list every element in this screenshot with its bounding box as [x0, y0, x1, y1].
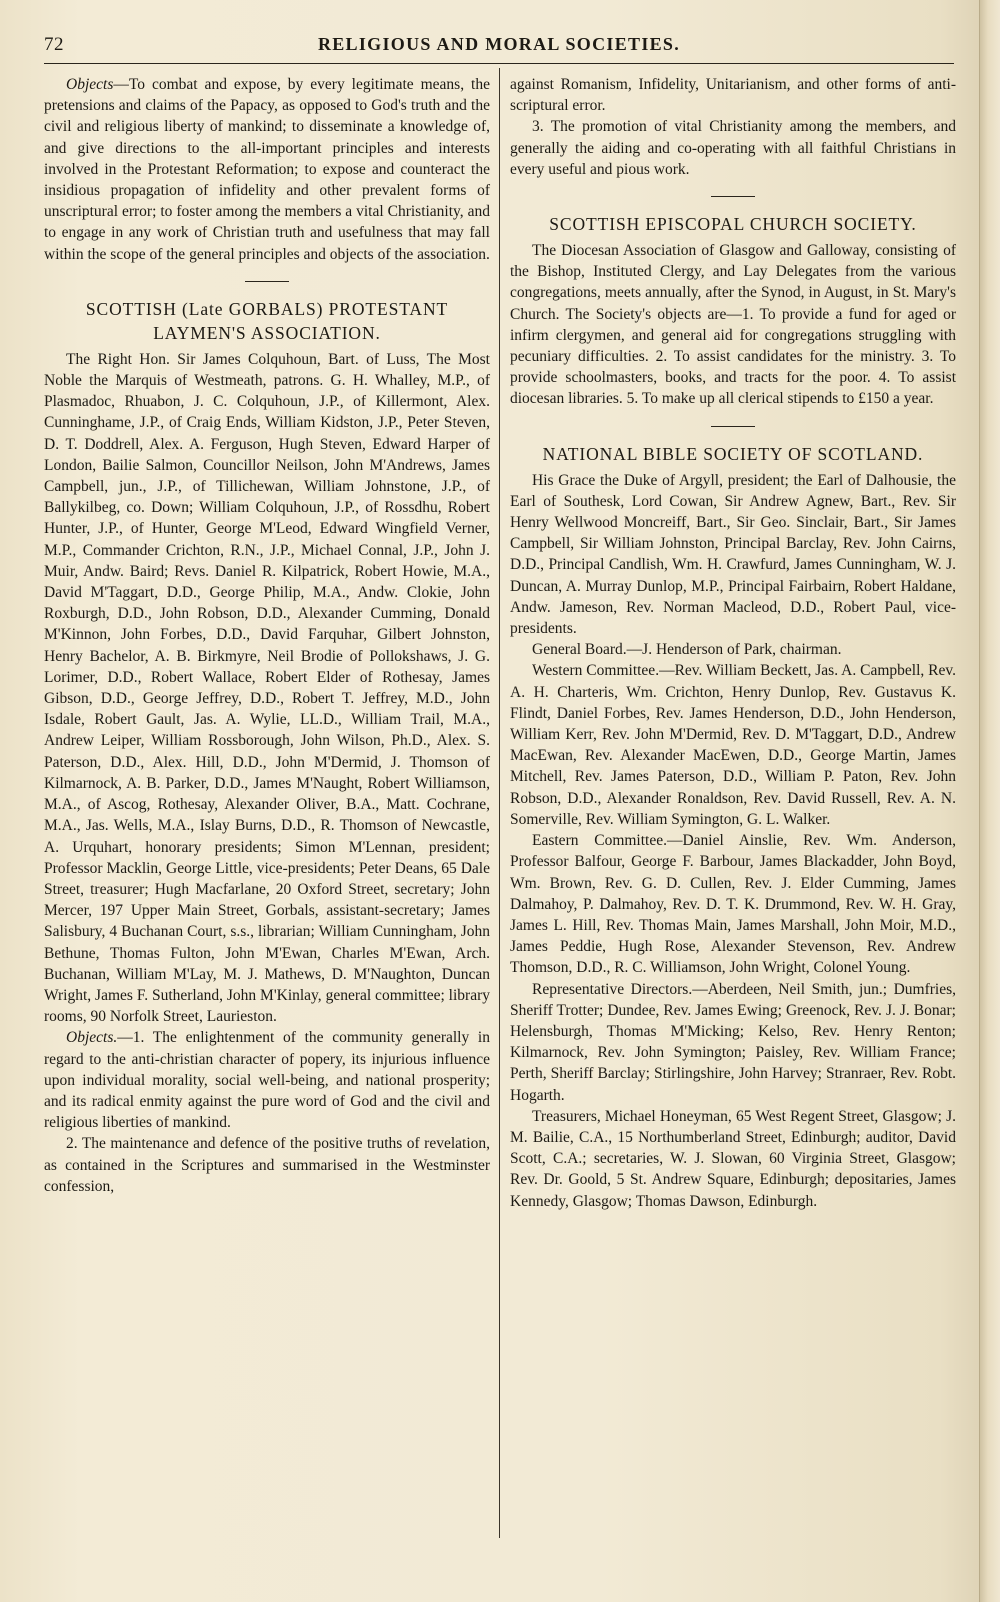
- intro-objects-paragraph: [44, 74, 490, 265]
- bible-society-title: NATIONAL BIBLE SOCIETY OF SCOTLAND.: [542, 443, 924, 464]
- bible-society-eastern-committee: Eastern Committee.—Daniel Ainslie, Rev. Wm. Anderson, Professor Balfour, George F. Barbour, James Blackadder, John Boyd, Wm. Brown, Rev. G. D. Cullen, Rev. J. Elder Cumming, James Dalmahoy, P. Dalmahoy, Rev. D. T. K. Drummond, Rev. W. H. Gray, James L. Hill, Rev. Thomas Main, James Marshall, John Moir, M.D., James Peddie, Hugh Rose, Alexander Stevenson, Rev. Andrew Thomson, D.D., R. C. Williamson, John Wright, Colonel Young.: [510, 832, 956, 977]
- section-divider: [245, 281, 289, 282]
- right-column: [510, 74, 956, 1212]
- page-header: [44, 30, 954, 60]
- bible-society-general-board: General Board.—J. Henderson of Park, chairman.: [532, 641, 842, 659]
- objects-continuation: against Romanism, Infidelity, Unitarianism, and other forms of anti-scriptural error.: [510, 76, 956, 115]
- episcopal-society-title: SCOTTISH EPISCOPAL CHURCH SOCIETY.: [549, 214, 917, 235]
- section-divider: [711, 426, 755, 427]
- bible-society-treasurers: Treasurers, Michael Honeyman, 65 West Regent Street, Glasgow; J. M. Bailie, C.A., 15 Northumberland Street, Edinburgh; auditor, David Scott, C.A.; secretaries, W. J. Slowan, 60 Virginia Street, Glasgow; Rev. Dr. Goold, 5 St. Andrew Square, Edinburgh; depositaries, James Kennedy, Glasgow; Thomas Dawson, Edinburgh.: [510, 1107, 956, 1210]
- intro-objects-text: —To combat and expose, by every legitimate means, the pretensions and claims of the Papacy, as opposed to God's truth and the civil and religious liberty of mankind; to disseminate a knowledge of, and give directions to the all-important principles and interests involved in the Protestant Reformation; to expose and counteract the insidious propagation of infidelity and other prevalent forms of unscriptural error; to foster among the members a vital Christianity, and to engage in any work of Christian truth and usefulness that may fall within the scope of the general principles and objects of the association.: [44, 76, 490, 263]
- laymens-association-title: SCOTTISH (Late GORBALS) PROTESTANT LAYMEN'S ASSOCIATION.: [85, 298, 449, 343]
- left-column: [44, 74, 490, 1197]
- laymens-objects-1: [44, 1027, 490, 1133]
- bible-society-western-committee: Western Committee.—Rev. William Beckett, Jas. A. Campbell, Rev. A. H. Charteris, Wm. Crichton, Henry Dunlop, Rev. Gustavus K. Flindt, Daniel Forbes, Rev. James Henderson, D.D., John Henderson, William Kerr, Rev. John M'Dermid, Rev. D. M'Taggart, D.D., Andrew MacEwan, Rev. Alexander MacEwen, D.D., George Martin, James Mitchell, Rev. James Paterson, D.D., William P. Paton, Rev. John Robson, D.D., Alexander Ronaldson, Rev. David Russell, Rev. A. N. Somerville, Rev. William Symington, G. L. Walker.: [510, 662, 956, 828]
- bible-society-representatives: Representative Directors.—Aberdeen, Neil Smith, jun.; Dumfries, Sheriff Trotter; Dundee, Rev. James Ewing; Greenock, Rev. J. J. Bonar; Helensburgh, Thomas M'Micking; Kelso, Rev. Henry Renton; Kilmarnock, Rev. John Symington; Paisley, Rev. William France; Perth, Sheriff Barclay; Stirlingshire, John Harvey; Stranraer, Rev. Robt. Hogarth.: [510, 980, 956, 1104]
- laymens-objects-3: 3. The promotion of vital Christianity among the members, and generally the aiding and co-operating with all faithful Christians in every useful and pious work.: [510, 118, 956, 178]
- laymens-objects-1-text: —1. The enlightenment of the community generally in regard to the anti-christian character of popery, its injurious influence upon individual morality, social well-being, and national prosperity; and its radical enmity against the pure word of God and the civil and religious liberties of mankind.: [44, 1029, 490, 1132]
- episcopal-society-text: The Diocesan Association of Glasgow and Galloway, consisting of the Bishop, Instituted Clergy, and Lay Delegates from the various congregations, meets annually, after the Synod, in August, in St. Mary's Church. The Society's objects are—1. To provide a fund for aged or infirm clergymen, and general aid for congregations struggling with pecuniary difficulties. 2. To assist candidates for the ministry. 3. To provide schoolmasters, books, and tracts for the poor. 4. To assist diocesan libraries. 5. To make up all clerical stipends to £150 a year.: [510, 242, 956, 408]
- page-number: 72: [44, 34, 64, 55]
- section-divider: [711, 196, 755, 197]
- column-divider: [499, 68, 500, 1538]
- running-head: RELIGIOUS AND MORAL SOCIETIES.: [317, 34, 681, 54]
- laymens-objects-label: Objects.: [66, 1029, 118, 1047]
- intro-objects-label: Objects: [66, 76, 114, 93]
- bible-society-presidents: His Grace the Duke of Argyll, president; the Earl of Dalhousie, the Earl of Southesk, Lord Cowan, Sir Andrew Agnew, Bart., Rev. Sir Henry Wellwood Moncreiff, Bart., Sir Geo. Sinclair, Bart., Sir James Campbell, Sir William Johnston, Principal Barclay, Rev. John Cairns, D.D., Principal Candlish, Wm. H. Crawfurd, James Cunningham, W. J. Duncan, A. Murray Dunlop, M.P., Principal Fairbairn, Robert Haldane, Andw. Jameson, Rev. Norman Macleod, D.D., Robert Paul, vice-presidents.: [510, 471, 956, 638]
- adjacent-page-edge: [979, 0, 1000, 1602]
- laymens-association-members: The Right Hon. Sir James Colquhoun, Bart. of Luss, The Most Noble the Marquis of Westmeath, patrons. G. H. Whalley, M.P., of Plasmadoc, Rhuabon, J. C. Colquhoun, J.P., of Killermont, Alex. Cunninghame, J.P., of Craig Ends, William Kidston, J.P., Peter Steven, D. T. Doddrell, Alex. A. Ferguson, Hugh Steven, Edward Harper of London, Bailie Salmon, Councillor Neilson, John M'Andrews, James Campbell, jun., J.P., of Tillichewan, William Johnstone, J.P., of Ballykilbeg, co. Down; William Colquhoun, J.P., of Rossdhu, Robert Hunter, J.P., of Hunter, George M'Leod, Edward Wingfield Verner, M.P., Commander Crichton, R.N., J.P., Michael Connal, J.P., John J. Muir, Andw. Baird; Revs. Daniel R. Kilpatrick, Robert Howie, M.A., David M'Taggart, D.D., George Philip, M.A., Andw. Clokie, John Roxburgh, D.D., John Robson, D.D., Alexander Cumming, Donald M'Kinnon, John Forbes, D.D., David Farquhar, Gilbert Johnston, Henry Bachelor, A. B. Birkmyre, Neil Brodie of Pollokshaws, J. G. Lorimer, D.D., Robert Wallace, Robert Elder of Rothesay, James Gibson, D.D., George Jeffrey, D.D., Robert T. Jeffrey, M.D., John Isdale, Robert Gault, Jas. A. Wylie, LL.D., William Trail, M.A., Andrew Leiper, William Rossborough, John Wilson, Ph.D., Alex. S. Paterson, D.D., Alex. Hill, D.D., John M'Dermid, J. Thomson of Kilmarnock, A. B. Parker, D.D., James M'Naught, Robert Williamson, M.A., of Ascog, Rothesay, Alexander Oliver, B.A., Matt. Cochrane, M.A., Jas. Wells, M.A., Islay Burns, D.D., R. Thomson of Newcastle, A. Urquhart, honorary presidents; Simon M'Lennan, president; Professor Macklin, George Little, vice-presidents; Peter Deans, 65 Dale Street, treasurer; Hugh Macfarlane, 20 Oxford Street, secretary; John Mercer, 197 Upper Main Street, Gorbals, assistant-secretary; James Salisbury, 4 Buchanan Court, s.s., librarian; William Cunningham, John Bethune, Thomas Fulton, John M'Ewan, Charles M'Ewan, Arch. Buchanan, William M'Lay, M. J. Mathews, D. M'Naughton, Duncan Wright, James F. Sutherland, John M'Kinlay, general committee; library rooms, 90 Norfolk Street, Laurieston.: [44, 350, 490, 1026]
- laymens-objects-2: 2. The maintenance and defence of the positive truths of revelation, as contained in the Scriptures and summarised in the Westminster confession,: [44, 1135, 490, 1195]
- header-rule: [44, 63, 954, 64]
